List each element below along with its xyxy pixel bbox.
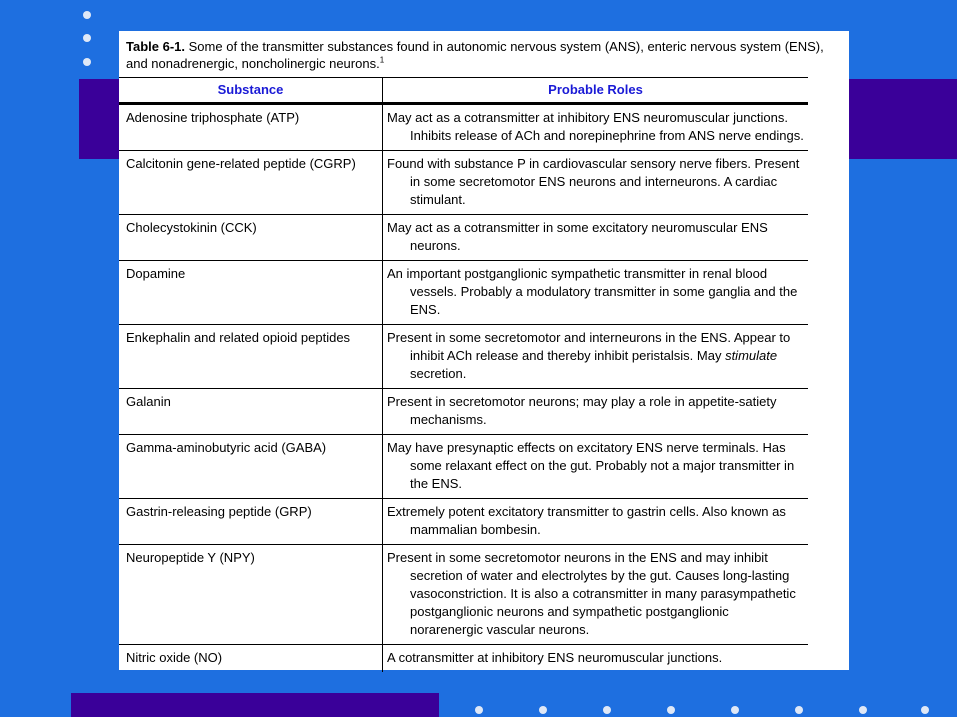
substance-cell: Gastrin-releasing peptide (GRP)	[126, 504, 312, 519]
bullet-dot	[921, 706, 929, 714]
role-emphasis: stimulate	[725, 348, 778, 363]
bullet-dot	[83, 58, 91, 66]
transmitter-table	[119, 77, 808, 672]
bullet-dot	[731, 706, 739, 714]
role-cell: A cotransmitter at inhibitory ENS neuromuscular junctions.	[387, 650, 723, 665]
table-row	[119, 389, 808, 435]
column-header-substance: Substance	[119, 78, 383, 104]
bullet-dot	[539, 706, 547, 714]
substance-cell: Calcitonin gene-related peptide (CGRP)	[126, 156, 356, 171]
bullet-dot	[83, 11, 91, 19]
table-row	[119, 645, 808, 673]
table-caption-label: Table 6-1.	[126, 39, 186, 54]
role-cell: Extremely potent excitatory transmitter to gastrin cells. Also known as mammalian bombesin.	[387, 504, 786, 537]
role-text: secretion.	[410, 366, 467, 381]
role-cell: Found with substance P in cardiovascular sensory nerve fibers. Present in some secretomotor ENS neurons and interneurons. A cardiac stimulant.	[387, 156, 800, 207]
table-row	[119, 261, 808, 325]
role-cell: Present in some secretomotor neurons in the ENS and may inhibit secretion of water and electrolytes by the gut. Causes long-lasting vasoconstriction. It is also a cotransmitter in many parasympathetic postganglionic neurons and sympathetic postganglionic norarenergic vascular neurons.	[387, 550, 796, 637]
role-cell: May act as a cotransmitter at inhibitory ENS neuromuscular junctions. Inhibits release of ACh and norepinephrine from ANS nerve endings.	[387, 110, 804, 143]
bullet-dot	[475, 706, 483, 714]
role-cell: May have presynaptic effects on excitatory ENS nerve terminals. Has some relaxant effect on the gut. Probably not a major transmitter in the ENS.	[387, 440, 795, 491]
role-cell: May act as a cotransmitter in some excitatory neuromuscular ENS neurons.	[387, 220, 768, 253]
column-header-probable-roles: Probable Roles	[383, 78, 809, 104]
bullet-dot	[83, 34, 91, 42]
bullet-dot	[603, 706, 611, 714]
substance-cell: Nitric oxide (NO)	[126, 650, 223, 665]
role-cell: An important postganglionic sympathetic transmitter in renal blood vessels. Probably a modulatory transmitter in some ganglia and the ENS.	[387, 266, 798, 317]
substance-cell: Cholecystokinin (CCK)	[126, 220, 257, 235]
table-row	[119, 435, 808, 499]
decorative-band-bottom	[71, 693, 439, 717]
table-row	[119, 325, 808, 389]
table-caption	[126, 38, 826, 72]
substance-cell: Galanin	[126, 394, 171, 409]
substance-cell: Dopamine	[126, 266, 186, 281]
substance-cell: Gamma-aminobutyric acid (GABA)	[126, 440, 327, 455]
table-row	[119, 545, 808, 645]
table-header-row	[119, 78, 808, 104]
footnote-mark: 1	[379, 55, 385, 65]
table-sheet	[119, 31, 849, 670]
role-cell: Present in secretomotor neurons; may play a role in appetite-satiety mechanisms.	[387, 394, 777, 427]
bullet-dot	[859, 706, 867, 714]
bullet-dot	[795, 706, 803, 714]
substance-cell: Neuropeptide Y (NPY)	[126, 550, 255, 565]
table-caption-text: Some of the transmitter substances found in autonomic nervous system (ANS), enteric nervous system (ENS), and nonadrenergic, noncholinergic neurons.	[126, 39, 824, 71]
bullet-dot	[667, 706, 675, 714]
role-text: Present in some secretomotor and interneurons in the ENS. Appear to inhibit ACh release and thereby inhibit peristalsis. May	[387, 330, 791, 363]
table-row	[119, 104, 808, 151]
substance-cell: Adenosine triphosphate (ATP)	[126, 110, 300, 125]
table-row	[119, 151, 808, 215]
substance-cell: Enkephalin and related opioid peptides	[126, 330, 351, 345]
table-row	[119, 215, 808, 261]
role-cell	[387, 329, 804, 383]
table-row	[119, 499, 808, 545]
